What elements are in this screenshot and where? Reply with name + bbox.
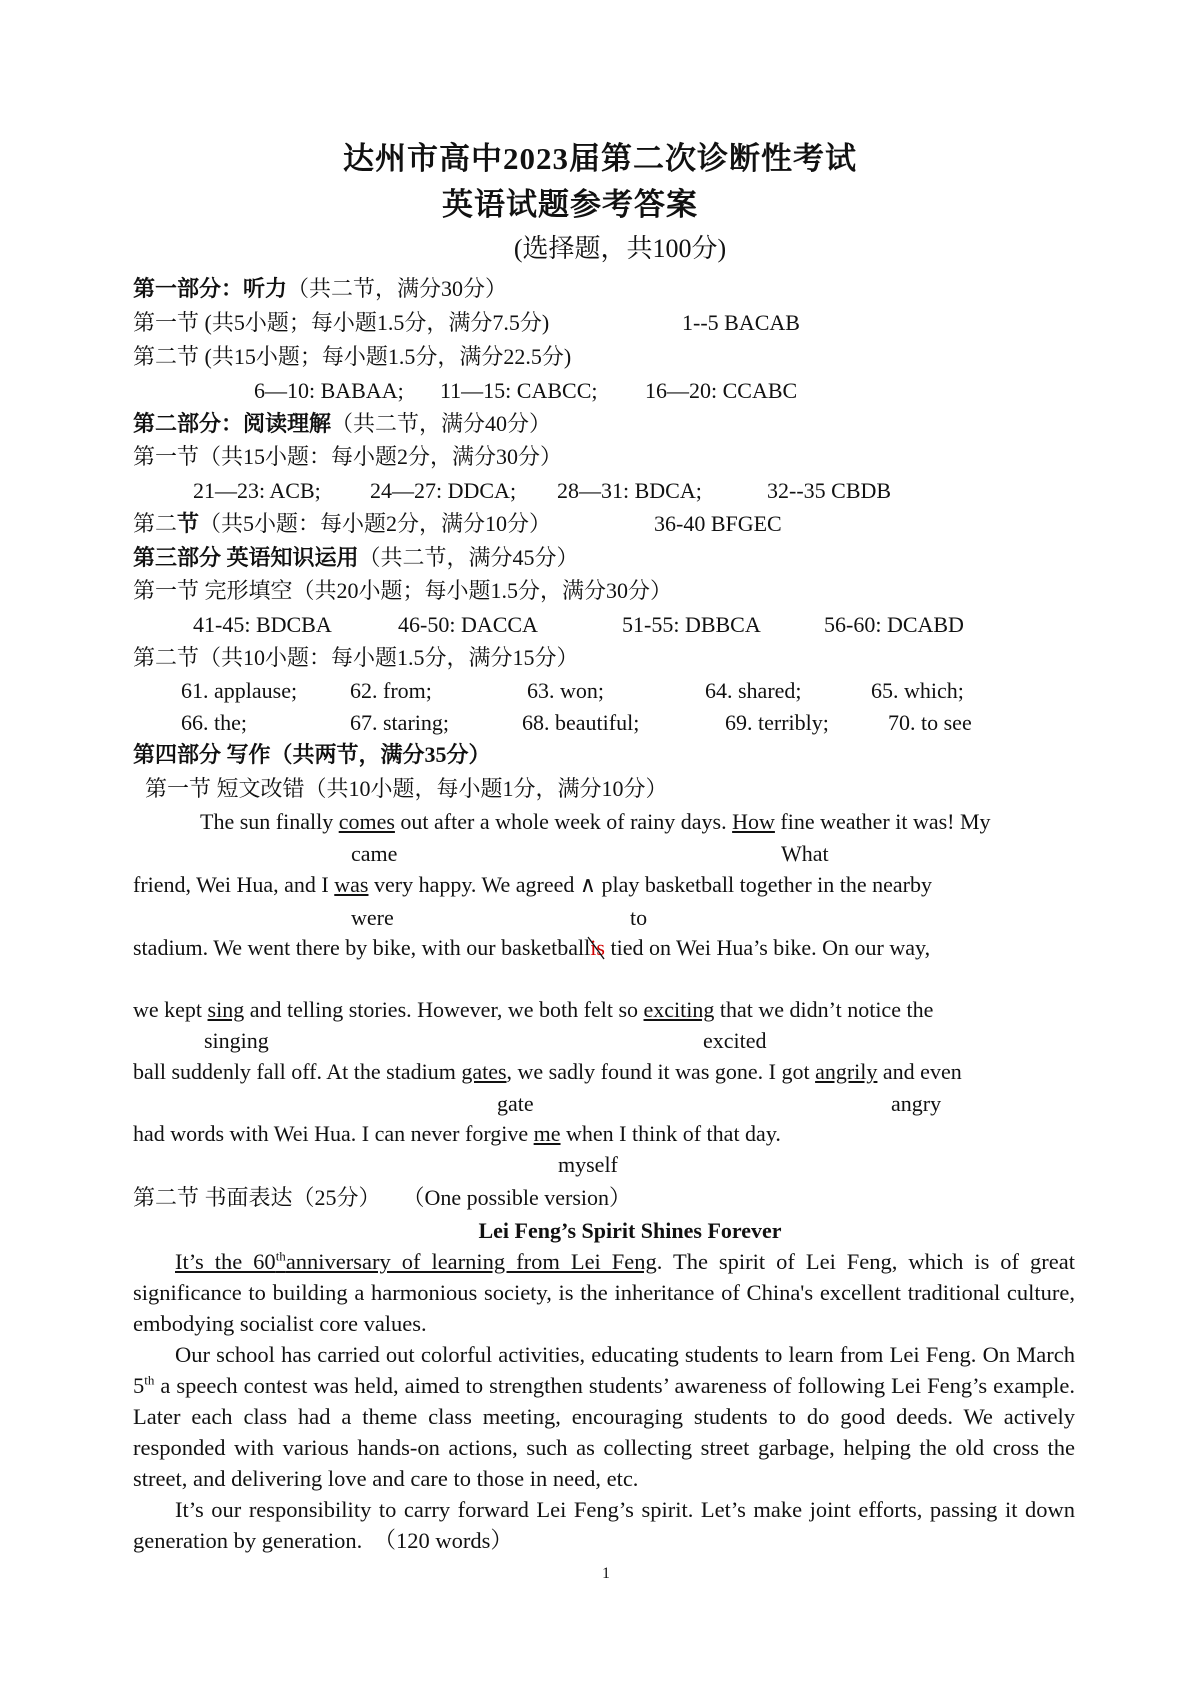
part2-section2-label-a: 第二 (133, 511, 178, 536)
essay-title: Lei Feng’s Spirit Shines Forever (478, 1218, 782, 1243)
part3-section2-answer: 61. applause; (181, 678, 298, 703)
correction-text: very happy. We agreed (368, 872, 580, 897)
correction-error: gates (461, 1059, 507, 1084)
superscript: th (144, 1372, 155, 1388)
part3-section1-answer: 56-60: DCABD (824, 612, 964, 637)
deletion-mark (590, 935, 605, 961)
correction-text: ball suddenly fall off. At the stadium (133, 1059, 462, 1084)
essay-paragraph-3 (133, 1494, 1075, 1556)
correction-text: out after a whole week of rainy days. (394, 809, 733, 834)
correction-text: that we didn’t notice the (714, 997, 934, 1022)
correction-text: fine weather it was! My (774, 809, 991, 834)
part2-heading-note: （共二节，满分40分） (331, 411, 552, 436)
document-title-note: (选择题，共100分) (513, 234, 727, 263)
correction-text: we kept (133, 997, 208, 1022)
correction-line-4 (133, 997, 933, 1023)
part4-section2-note: （One possible version） (402, 1185, 632, 1210)
part3-section2-answer: 68. beautiful; (522, 710, 640, 735)
correction-text: and telling stories. However, we both felt so (244, 997, 644, 1022)
correction-line-5 (133, 1059, 962, 1085)
correction-error: was (334, 872, 369, 897)
correction-fix: to (630, 905, 648, 930)
part3-section2-answer: 62. from; (350, 678, 432, 703)
essay-text: anniversary of learning from Lei Feng (285, 1249, 657, 1274)
part3-section2-answer: 66. the; (181, 710, 247, 735)
correction-line-6 (133, 1121, 781, 1147)
part4-heading: 第四部分 写作（共两节，满分35分） (133, 742, 491, 767)
part2-section2-label-c: （共5小题：每小题2分，满分10分） (199, 511, 552, 536)
part1-section2-answer: 6—10: BABAA; (254, 378, 404, 403)
essay-word-count: （120 words） (373, 1528, 513, 1553)
essay-text: a speech contest was held, aimed to strengthen students’ awareness of following Lei Feng’s example. Later each class had a theme class meeting, encouraging students to do good deeds. We actively responded with various hands-on actions, such as collecting street garbage, helping the old cross the street, and delivering love and care to those in need, etc. (133, 1373, 1075, 1491)
correction-line-2 (133, 872, 932, 898)
part1-section1-label: 第一节 (共5小题；每小题1.5分，满分7.5分) (133, 310, 550, 335)
part2-heading (133, 411, 551, 437)
part3-heading-note: （共二节，满分45分） (358, 545, 579, 570)
correction-fix: came (351, 841, 398, 866)
part3-section2-answer: 65. which; (871, 678, 964, 703)
correction-error: sing (207, 997, 245, 1022)
part2-section1-answer: 32--35 CBDB (767, 478, 892, 503)
part2-section2-answers: 36-40 BFGEC (654, 511, 782, 536)
part4-section2-title: 第二节 书面表达（25分） (133, 1185, 381, 1210)
document-title: 达州市高中2023届第二次诊断性考试 (343, 141, 857, 176)
part4-section2-label (133, 1185, 631, 1211)
essay-text: It’s the 60 (175, 1249, 276, 1274)
correction-fix: singing (204, 1028, 269, 1053)
correction-text: had words with Wei Hua. I can never forgive (133, 1121, 534, 1146)
part3-section1-answer: 41-45: BDCBA (193, 612, 332, 637)
part1-section2-label: 第二节 (共15小题；每小题1.5分，满分22.5分) (133, 344, 572, 369)
essay-paragraph-2 (133, 1339, 1075, 1494)
part2-section2-label-b: 节 (177, 511, 200, 536)
part1-heading-note: （共二节，满分30分） (287, 276, 508, 301)
part2-section1-answer: 24—27: DDCA; (370, 478, 517, 503)
part1-section2-answer: 16—20: CCABC (645, 378, 798, 403)
correction-line-3 (133, 935, 930, 961)
part3-section1-label: 第一节 完形填空（共20小题；每小题1.5分，满分30分） (133, 578, 673, 603)
essay-underlined-phrase (175, 1249, 657, 1274)
part3-section2-answer: 67. staring; (350, 710, 449, 735)
part3-section2-answer: 70. to see (888, 710, 972, 735)
correction-deleted-word: is (590, 935, 605, 960)
correction-line-1 (200, 809, 991, 835)
correction-error: exciting (643, 997, 715, 1022)
correction-error: me (533, 1121, 561, 1146)
part1-section2-answer: 11—15: CABCC; (440, 378, 598, 403)
part3-section2-answer: 63. won; (527, 678, 604, 703)
essay-text: . The spirit of Lei Feng, which is of great significance to building a harmonious society, is the inheritance of China's excellent traditional culture, embodying socialist core values. (133, 1249, 1075, 1336)
correction-error: comes (338, 809, 395, 834)
correction-text: play basketball together in the nearby (596, 872, 933, 897)
correction-fix: gate (497, 1091, 534, 1116)
deletion-slash-icon (586, 935, 606, 961)
part1-heading-title: 第一部分：听力 (133, 276, 288, 301)
correction-error: angrily (815, 1059, 878, 1084)
part2-section1-answer: 28—31: BDCA; (557, 478, 702, 503)
part2-section2-label (133, 511, 551, 537)
part3-section1-answer: 51-55: DBBCA (622, 612, 761, 637)
essay-text: It’s our responsibility to carry forward Lei Feng’s spirit. Let’s make joint efforts, passing it down generation by generation. (133, 1497, 1075, 1553)
correction-text: and even (877, 1059, 962, 1084)
essay-text: Our school has carried out colorful activities, educating students to learn from Lei Feng. On March 5 (133, 1342, 1075, 1398)
part1-section1-answers: 1--5 BACAB (682, 310, 800, 335)
part3-section2-answer: 64. shared; (705, 678, 802, 703)
part1-heading (133, 276, 507, 302)
document-subtitle: 英语试题参考答案 (442, 187, 698, 222)
part3-section2-label: 第二节（共10小题：每小题1.5分，满分15分） (133, 645, 579, 670)
correction-text: The sun finally (200, 809, 339, 834)
part3-heading (133, 545, 579, 571)
part2-heading-title: 第二部分：阅读理解 (133, 411, 332, 436)
part4-section1-label: 第一节 短文改错（共10小题，每小题1分，满分10分） (145, 776, 668, 801)
part3-section2-answer: 69. terribly; (725, 710, 829, 735)
correction-error: How (732, 809, 775, 834)
superscript: th (275, 1248, 286, 1264)
correction-fix: angry (891, 1091, 942, 1116)
correction-text: stadium. We went there by bike, with our basketball (133, 935, 591, 960)
correction-fix: excited (703, 1028, 767, 1053)
part3-heading-title: 第三部分 英语知识运用 (133, 545, 359, 570)
page-number: 1 (602, 1565, 610, 1582)
correction-text: tied on Wei Hua’s bike. On our way, (604, 935, 931, 960)
insert-caret: ∧ (579, 872, 597, 897)
correction-fix: What (781, 841, 829, 866)
correction-fix: myself (558, 1152, 618, 1177)
part2-section1-label: 第一节（共15小题：每小题2分，满分30分） (133, 444, 563, 469)
part3-section1-answer: 46-50: DACCA (398, 612, 538, 637)
correction-text: when I think of that day. (560, 1121, 781, 1146)
correction-text: friend, Wei Hua, and I (133, 872, 335, 897)
correction-text: , we sadly found it was gone. I got (506, 1059, 816, 1084)
part2-section1-answer: 21—23: ACB; (193, 478, 321, 503)
correction-fix: were (351, 905, 394, 930)
essay-paragraph-1 (133, 1246, 1075, 1339)
